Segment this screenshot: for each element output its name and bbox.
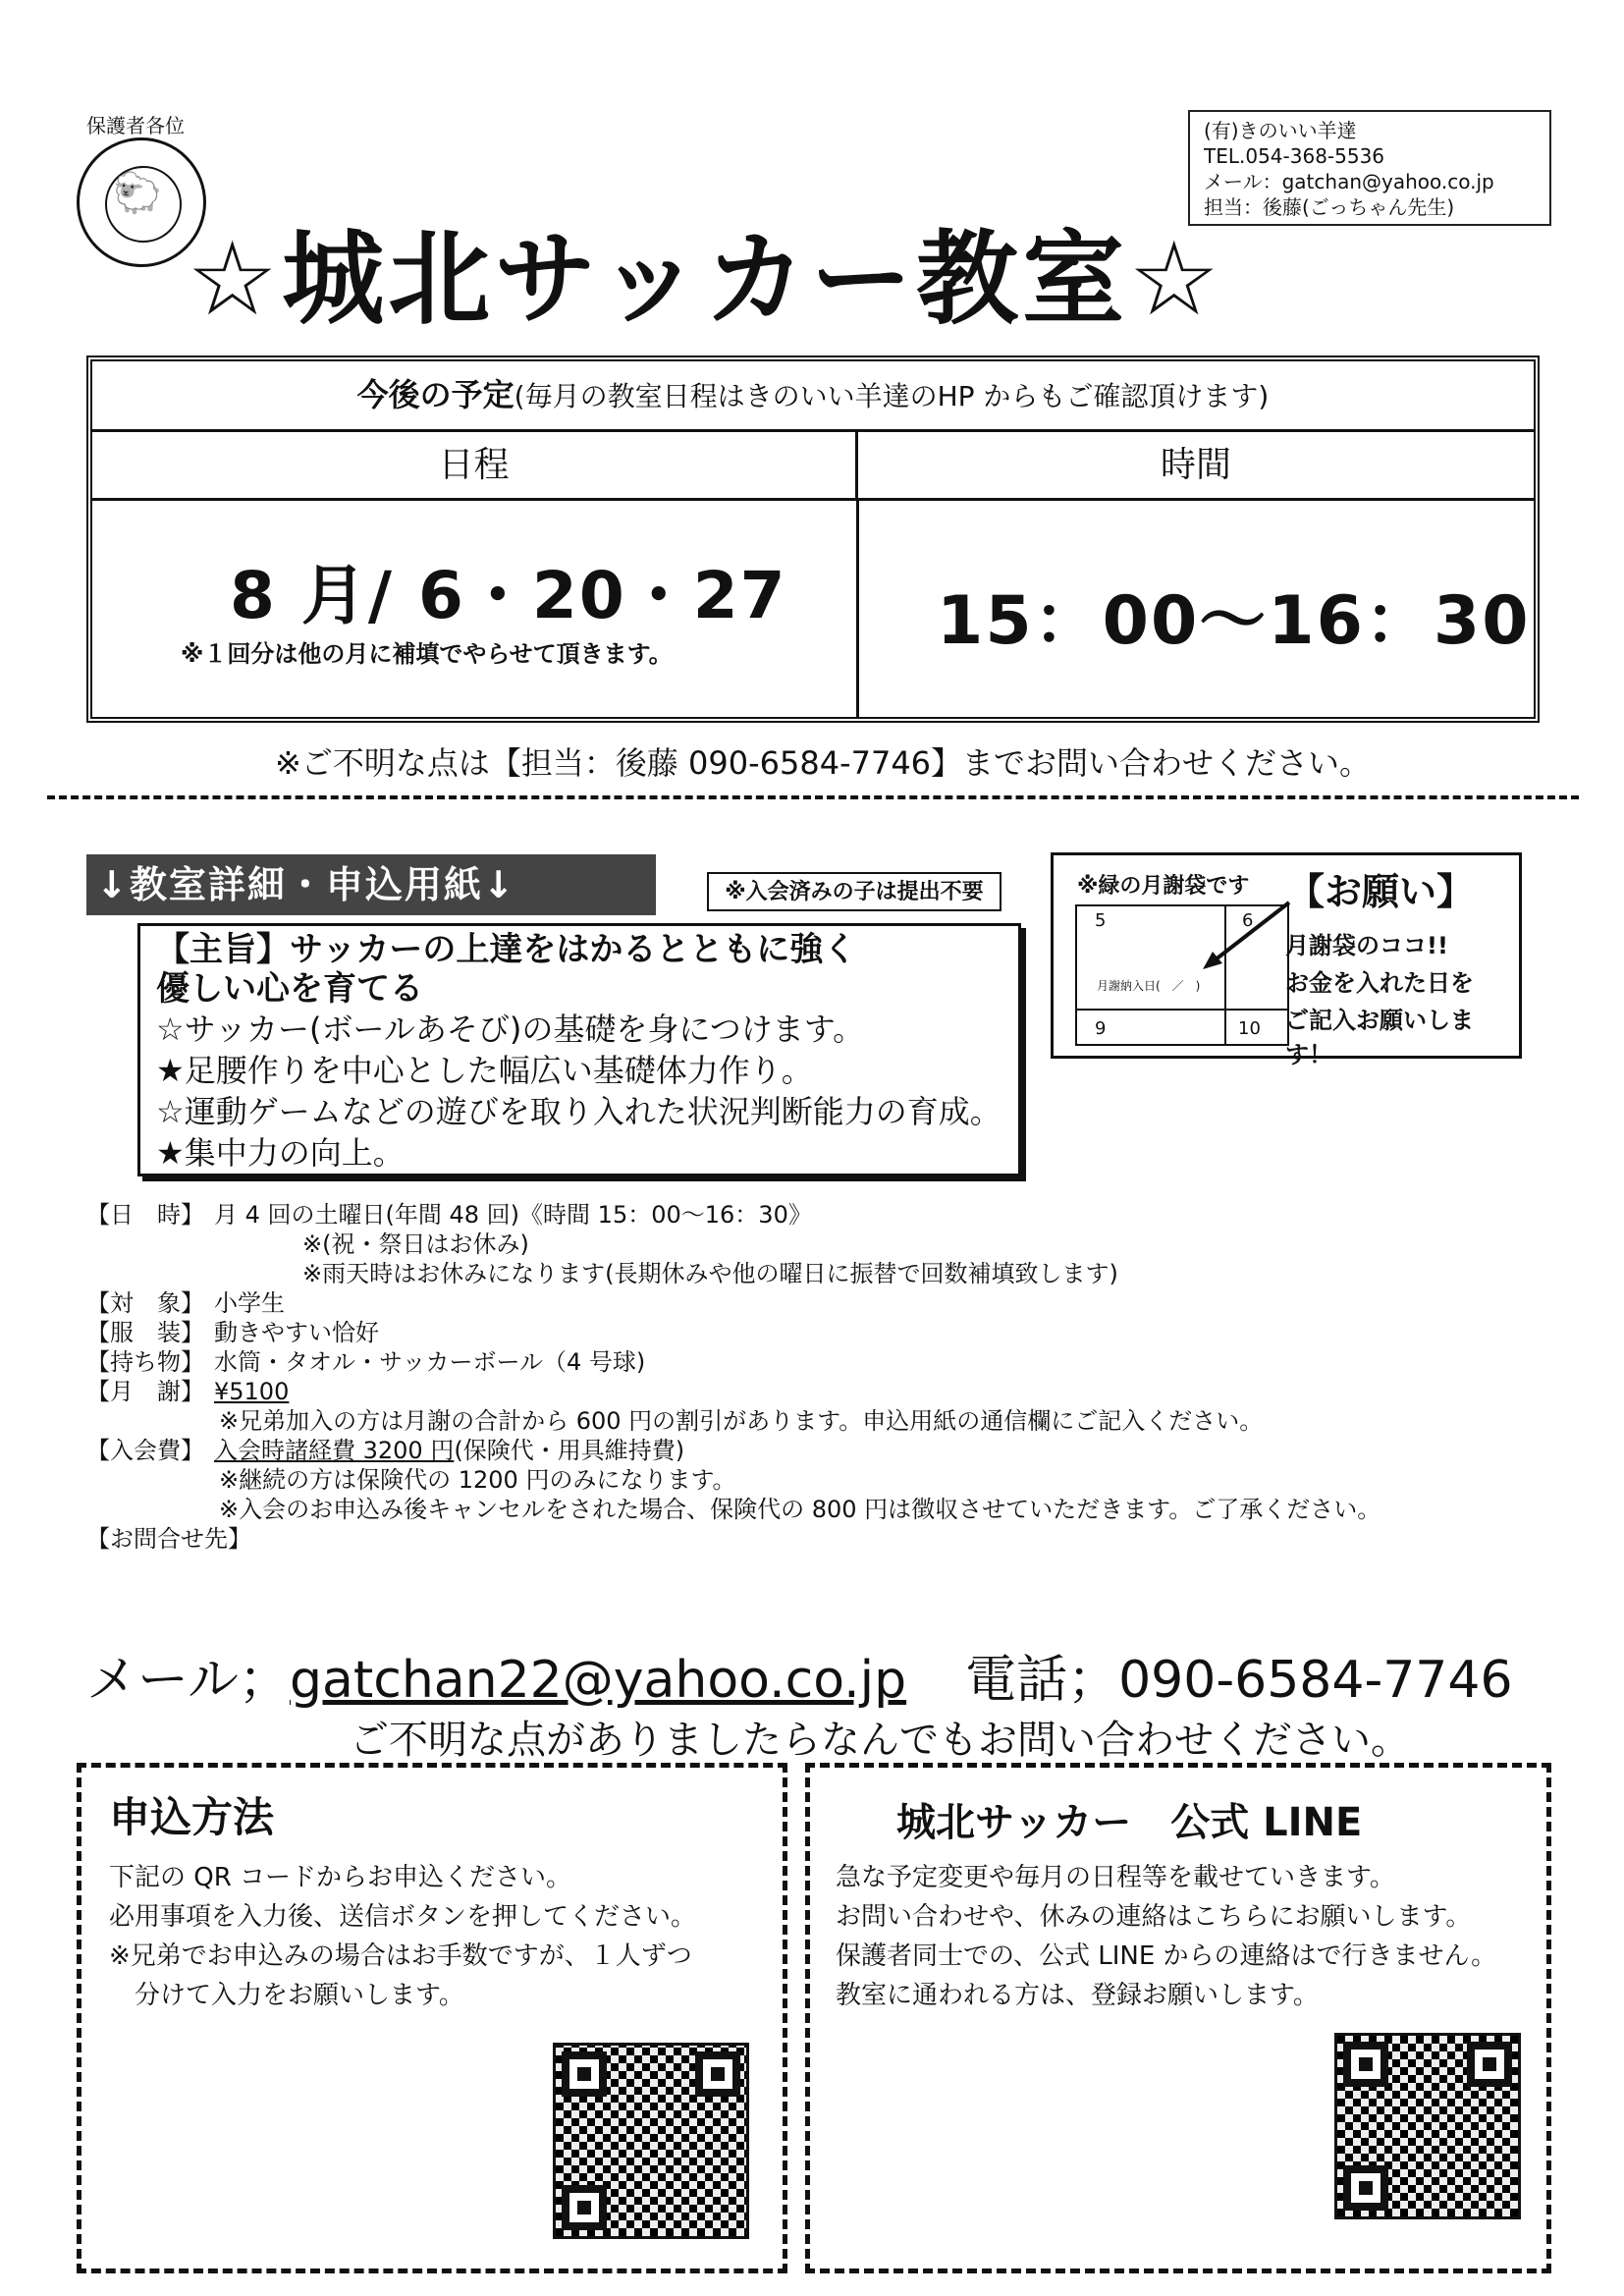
line-line: 急な予定変更や毎月の日程等を載せていきます。 xyxy=(836,1863,1395,1892)
time-column-header: 時間 xyxy=(858,432,1534,501)
request-box xyxy=(1051,852,1522,1068)
line-line: お問い合わせや、休みの連絡はこちらにお願いします。 xyxy=(836,1902,1472,1932)
schedule-table xyxy=(86,355,1540,723)
sheep-icon: 🐑 xyxy=(113,171,162,216)
purpose-line: ☆サッカー(ボールあそび)の基礎を身につけます。 xyxy=(156,1011,865,1048)
details-banner: ↓教室詳細・申込用紙↓ xyxy=(86,854,656,915)
details-entry-value: 入会時諸経費 3200 円 xyxy=(214,1437,455,1464)
envelope-date-label: 月謝納入日( ／ ) xyxy=(1097,979,1201,993)
details-date-note: ※雨天時はお休みになります(長期休みや他の曜日に振替で回数補填致します) xyxy=(302,1260,1118,1287)
line-box xyxy=(805,1763,1551,2273)
request-line: 月謝袋のココ!! xyxy=(1285,932,1448,959)
schedule-heading-note: (毎月の教室日程はきのいい羊達のHP からもご確認頂けます) xyxy=(514,380,1270,412)
schedule-heading xyxy=(92,361,1534,432)
line-line: 保護者同士での、公式 LINE からの連絡はで行きません。 xyxy=(836,1941,1497,1971)
contact-box xyxy=(1188,110,1551,226)
purpose-line: ★足腰作りを中心とした幅広い基礎体力作り。 xyxy=(156,1052,813,1089)
no-submit-note: ※入会済みの子は提出不要 xyxy=(707,872,1001,911)
purpose-line: ★集中力の向上。 xyxy=(156,1134,405,1172)
details-entry-note: ※継続の方は保険代の 1200 円のみになります。 xyxy=(219,1466,736,1494)
details-date-value: 月 4 回の土曜日(年間 48 回)《時間 15：00～16：30》 xyxy=(214,1201,812,1229)
request-line: ご記入お願いします！ xyxy=(1285,1007,1474,1068)
details-entry-label: 【入会費】 xyxy=(86,1437,204,1464)
details-fee-value: ¥5100 xyxy=(214,1378,290,1405)
apply-box xyxy=(77,1763,787,2273)
recipient-label: 保護者各位 xyxy=(86,114,185,137)
details-items-label: 【持ち物】 xyxy=(86,1348,204,1376)
line-title: 城北サッカー 公式 LINE xyxy=(896,1800,1363,1845)
big-contact-mail-link[interactable]: gatchan22@yahoo.co.jp xyxy=(289,1651,907,1710)
purpose-title-2: 優しい心を育てる xyxy=(156,969,423,1009)
request-line: お金を入れた日を xyxy=(1285,969,1474,997)
apply-line: 必用事項を入力後、送信ボタンを押してください。 xyxy=(109,1902,697,1932)
details-target-value: 小学生 xyxy=(214,1289,285,1317)
tel: TEL.054-368-5536 xyxy=(1204,144,1385,168)
page-title: ☆城北サッカー教室☆ xyxy=(187,219,1224,339)
inquiry-line: ※ご不明な点は【担当：後藤 090-6584-7746】までお問い合わせください。 xyxy=(275,744,1372,782)
big-contact-sub: ご不明な点がありましたらなんでもお問い合わせください。 xyxy=(350,1718,1410,1763)
mail[interactable]: メール：gatchan@yahoo.co.jp xyxy=(1204,170,1494,193)
apply-line: ※兄弟でお申込みの場合はお手数ですが、１人ずつ xyxy=(109,1941,692,1971)
apply-line: 下記の QR コードからお申込ください。 xyxy=(109,1863,572,1892)
details-clothes-value: 動きやすい恰好 xyxy=(214,1319,379,1346)
cut-line xyxy=(47,795,1579,799)
details-clothes-label: 【服 装】 xyxy=(86,1319,204,1346)
details-fee-label: 【月 謝】 xyxy=(86,1378,204,1405)
column-divider xyxy=(856,501,859,717)
details-fee-note: ※兄弟加入の方は月謝の合計から 600 円の割引があります。申込用紙の通信欄にご記入ください。 xyxy=(219,1407,1264,1435)
details-target-label: 【対 象】 xyxy=(86,1289,204,1317)
envelope-month-9: 9 xyxy=(1095,1018,1107,1039)
details-date-note: ※(祝・祭日はお休み) xyxy=(302,1230,529,1258)
envelope-month-6: 6 xyxy=(1242,910,1254,931)
details-date-label: 【日 時】 xyxy=(86,1201,204,1229)
apply-line: 分けて入力をお願いします。 xyxy=(135,1981,464,2010)
purpose-line: ☆運動ゲームなどの遊びを取り入れた状況判断能力の育成。 xyxy=(156,1093,1001,1130)
schedule-heading-title: 今後の予定 xyxy=(356,376,514,413)
arrow-icon xyxy=(1191,895,1299,973)
request-small-label: ※緑の月謝袋です xyxy=(1077,874,1250,899)
details-list xyxy=(86,1200,1559,1554)
request-title: 【お願い】 xyxy=(1287,870,1475,913)
purpose-title-1: 【主旨】サッカーの上達をはかるとともに強く xyxy=(156,930,857,969)
envelope-month-10: 10 xyxy=(1238,1018,1261,1039)
schedule-time: 15：00～16：30 xyxy=(937,582,1531,660)
line-line: 教室に通われる方は、登録お願いします。 xyxy=(836,1981,1319,2010)
big-contact-mail-prefix: メール； xyxy=(86,1651,290,1710)
details-entry-note: ※入会のお申込み後キャンセルをされた場合、保険代の 800 円は徴収させていただきます。ご了承ください。 xyxy=(219,1496,1381,1523)
date-column-header: 日程 xyxy=(92,432,858,501)
apply-title: 申込方法 xyxy=(109,1793,275,1841)
person-in-charge: 担当：後藤(ごっちゃん先生) xyxy=(1204,195,1455,219)
envelope-month-5: 5 xyxy=(1095,910,1107,931)
schedule-date-note: ※１回分は他の月に補填でやらせて頂きます。 xyxy=(181,640,673,668)
company-name: (有)きのいい羊達 xyxy=(1204,119,1357,142)
purpose-box xyxy=(137,923,1021,1176)
schedule-dates: 8 月/ 6・20・27 xyxy=(230,558,787,633)
details-contact-label: 【お問合せ先】 xyxy=(86,1525,251,1553)
big-contact xyxy=(86,1638,1513,1712)
details-entry-value-2: (保険代・用具維持費) xyxy=(454,1437,685,1464)
line-qr-code[interactable] xyxy=(1334,2033,1521,2219)
apply-qr-code[interactable] xyxy=(553,2043,749,2239)
details-items-value: 水筒・タオル・サッカーボール（4 号球) xyxy=(214,1348,646,1376)
big-contact-tel[interactable]: 電話；090-6584-7746 xyxy=(965,1651,1513,1710)
